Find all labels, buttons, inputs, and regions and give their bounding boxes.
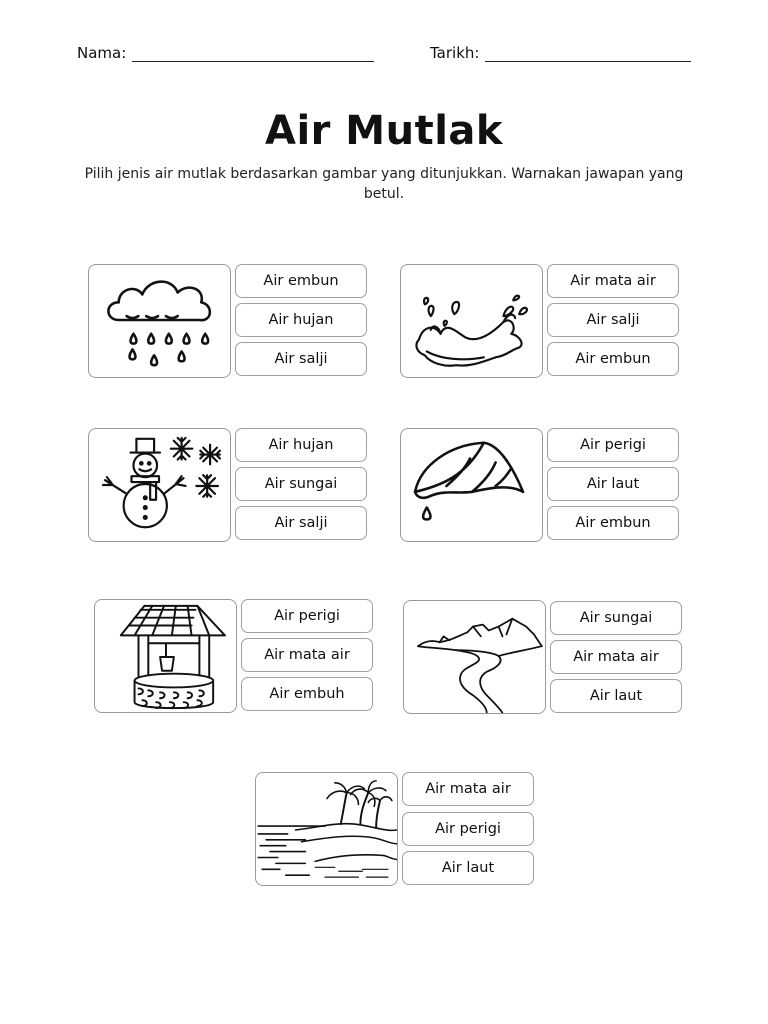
nama-field[interactable] <box>77 44 374 62</box>
q7-option-3[interactable]: Air laut <box>402 851 534 885</box>
q4-option-1[interactable]: Air perigi <box>547 428 679 462</box>
q3-option-3[interactable]: Air salji <box>235 506 367 540</box>
q5-option-3[interactable]: Air embuh <box>241 677 373 711</box>
nama-label: Nama: <box>77 44 127 62</box>
q1-option-2[interactable]: Air hujan <box>235 303 367 337</box>
tarikh-line[interactable] <box>485 48 691 62</box>
water-well-icon <box>94 599 237 713</box>
q1-option-3[interactable]: Air salji <box>235 342 367 376</box>
q3-option-1[interactable]: Air hujan <box>235 428 367 462</box>
tarikh-field[interactable] <box>430 44 691 62</box>
beach-sea-icon <box>255 772 398 886</box>
leaf-dew-drop-icon <box>400 428 543 542</box>
river-mountain-icon <box>403 600 546 714</box>
q3-option-2[interactable]: Air sungai <box>235 467 367 501</box>
tarikh-label: Tarikh: <box>430 44 480 62</box>
q2-option-2[interactable]: Air salji <box>547 303 679 337</box>
q4-option-3[interactable]: Air embun <box>547 506 679 540</box>
q7-option-2[interactable]: Air perigi <box>402 812 534 846</box>
water-splash-icon <box>400 264 543 378</box>
q6-option-2[interactable]: Air mata air <box>550 640 682 674</box>
rain-cloud-icon <box>88 264 231 378</box>
nama-line[interactable] <box>132 48 374 62</box>
q5-option-1[interactable]: Air perigi <box>241 599 373 633</box>
q6-option-3[interactable]: Air laut <box>550 679 682 713</box>
q5-option-2[interactable]: Air mata air <box>241 638 373 672</box>
snowman-icon <box>88 428 231 542</box>
q6-option-1[interactable]: Air sungai <box>550 601 682 635</box>
q4-option-2[interactable]: Air laut <box>547 467 679 501</box>
page-title: Air Mutlak <box>264 108 504 154</box>
q1-option-1[interactable]: Air embun <box>235 264 367 298</box>
q7-option-1[interactable]: Air mata air <box>402 772 534 806</box>
q2-option-1[interactable]: Air mata air <box>547 264 679 298</box>
q2-option-3[interactable]: Air embun <box>547 342 679 376</box>
instruction-text: Pilih jenis air mutlak berdasarkan gambar yang ditunjukkan. Warnakan jawapan yang betul. <box>84 166 684 202</box>
